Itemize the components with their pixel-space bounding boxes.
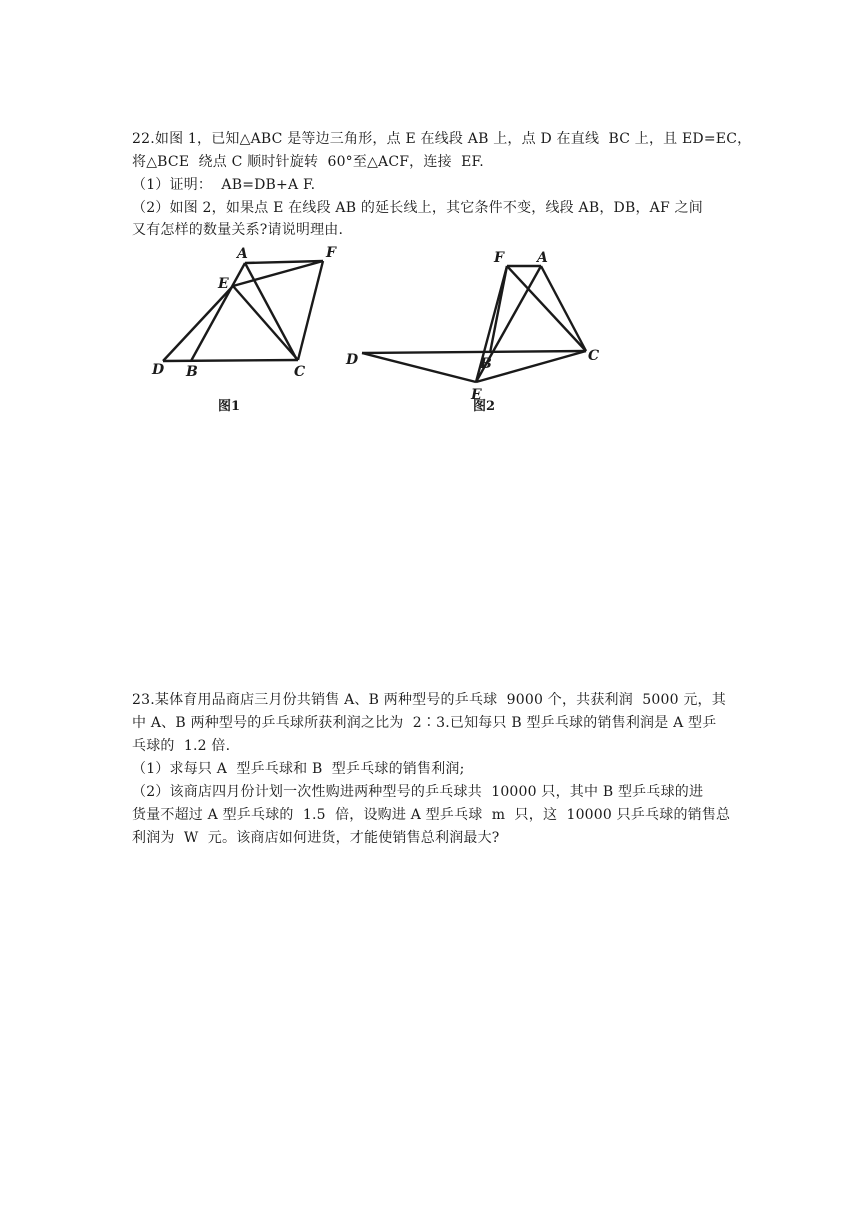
segment-ac xyxy=(245,263,297,360)
fig1-caption: 图1 xyxy=(218,399,241,414)
segment-fc xyxy=(298,261,323,360)
problem23-line-7: 利润为 W 元。该商店如何进货，才能使销售总利润最大? xyxy=(132,830,500,846)
problem22-line-1: 22.如图 1，已知△ABC 是等边三角形，点 E 在线段 AB 上，点 D 在直线 BC 上，且 ED=EC， xyxy=(132,131,752,147)
segment-dc xyxy=(362,351,586,353)
fig1-label-a: A xyxy=(237,246,248,262)
fig2-label-b: B xyxy=(480,356,492,372)
segment-dc xyxy=(163,360,298,361)
fig2-label-c: C xyxy=(588,348,600,364)
fig2-label-a: A xyxy=(537,250,548,266)
problem23-line-4: （1）求每只 A 型乒乓球和 B 型乒乓球的销售利润; xyxy=(132,761,465,777)
figure-2 xyxy=(340,242,620,422)
problem23-line-6: 货量不超过 A 型乒乓球的 1.5 倍，设购进 A 型乒乓球 m 只，这 10000 只乒乓球的销售总 xyxy=(132,807,731,823)
fig1-label-b: B xyxy=(186,364,198,380)
problem23-line-5: （2）该商店四月份计划一次性购进两种型号的乒乓球共 10000 只，其中 B 型乒乓球的进 xyxy=(132,784,704,800)
problem23-line-1: 23.某体育用品商店三月份共销售 A、B 两种型号的乒乓球 9000 个，共获利润 5000 元，其 xyxy=(132,692,726,708)
segment-ec xyxy=(476,351,586,382)
fig1-label-e: E xyxy=(218,276,229,292)
problem22-line-3: （1）证明： AB=DB+A F. xyxy=(132,177,316,193)
fig2-label-f: F xyxy=(494,250,504,266)
fig2-label-e: E xyxy=(471,387,482,403)
fig1-label-c: C xyxy=(294,364,306,380)
segment-ed xyxy=(362,353,476,382)
fig2-caption: 图2 xyxy=(473,399,496,414)
segment-af xyxy=(245,261,323,263)
problem23-line-3: 乓球的 1.2 倍. xyxy=(132,738,231,754)
problem22-line-4: （2）如图 2，如果点 E 在线段 AB 的延长线上，其它条件不变，线段 AB，DB，AF 之间 xyxy=(132,200,703,216)
problem23-line-2: 中 A、B 两种型号的乒乓球所获利润之比为 2∶3.已知每只 B 型乒乓球的销售利润是 A 型乒 xyxy=(132,715,717,731)
fig2-label-d: D xyxy=(346,352,359,368)
problem22-line-5: 又有怎样的数量关系?请说明理由. xyxy=(132,222,344,238)
problem22-line-2: 将△BCE 绕点 C 顺时针旋转 60°至△ACF，连接 EF. xyxy=(132,154,484,170)
segment-ec xyxy=(233,286,298,360)
fig1-label-f: F xyxy=(326,245,336,261)
fig1-label-d: D xyxy=(152,362,165,378)
figure-1 xyxy=(130,242,340,422)
